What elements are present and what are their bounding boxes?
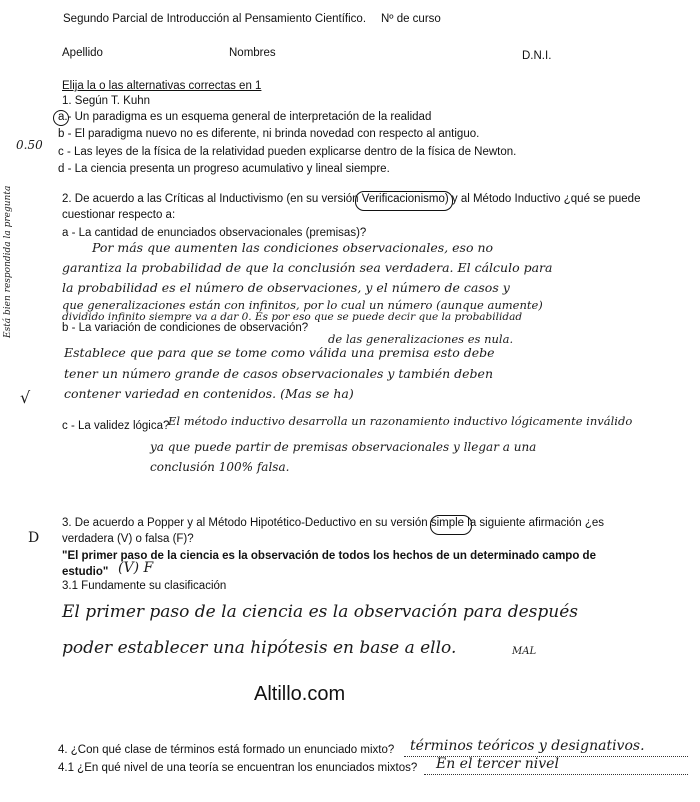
q2-a-answer-line: la probabilidad es el número de observaciones, y el número de casos y <box>62 280 510 295</box>
q3-sub-question: 3.1 Fundamente su clasificación <box>62 580 227 592</box>
q2-prompt-line2: cuestionar respecto a: <box>62 209 176 221</box>
q4-prompt: 4. ¿Con qué clase de términos está formado un enunciado mixto? <box>58 744 395 756</box>
q1-option-a: a.- Un paradigma es un esquema general de interpretación de la realidad <box>58 111 432 123</box>
q3-statement-line1: "El primer paso de la ciencia es la observación de todos los hechos de un determinado campo de <box>62 550 596 562</box>
q4-1-prompt: 4.1 ¿En qué nivel de una teoría se encuentran los enunciados mixtos? <box>58 762 418 774</box>
q1-option-d: d - La ciencia presenta un progreso acumulativo y lineal siempre. <box>58 163 390 175</box>
q4-1-answer: En el tercer nivel <box>436 756 559 772</box>
q3-answer-line: poder establecer una hipótesis en base a ello. <box>62 638 457 658</box>
watermark: Altillo.com <box>254 683 346 705</box>
q3-statement-line2: estudio" <box>62 566 109 578</box>
q3-margin-mark: D <box>28 530 40 546</box>
q3-choice: (V) F <box>118 560 154 576</box>
q2-c-answer-line: El método inductivo desarrolla un razonamiento inductivo lógicamente inválido <box>168 414 633 428</box>
exam-title: Segundo Parcial de Introducción al Pensamiento Científico. <box>63 13 367 25</box>
q2-c-answer-line: conclusión 100% falsa. <box>150 460 290 474</box>
q2-b-answer-line: tener un número grande de casos observacionales y también deben <box>64 366 493 381</box>
q2-a-answer-line: de las generalizaciones es nula. <box>328 332 514 346</box>
q2-a-label: a - La cantidad de enunciados observacionales (premisas)? <box>62 227 367 239</box>
q1-option-b: b - El paradigma nuevo no es diferente, ni brinda novedad con respecto al antiguo. <box>58 128 480 140</box>
simple-circle <box>430 515 472 535</box>
course-number-label: Nº de curso <box>381 13 441 25</box>
q2-a-answer-line: Por más que aumenten las condiciones observacionales, eso no <box>92 240 494 255</box>
q2-margin-comment: Está bien respondida la pregunta <box>3 185 13 338</box>
q2-a-answer-line: que generalizaciones están con infinitos, por lo cual un número (aunque aumente) <box>62 298 543 312</box>
q2-b-answer-line: contener variedad en contenidos. (Mas se ha) <box>64 386 354 401</box>
names-label: Nombres <box>229 47 276 59</box>
q3-grade-mark: MAL <box>512 646 537 657</box>
q3-prompt-line2: verdadera (V) o falsa (F)? <box>62 533 194 545</box>
q2-c-label: c - La validez lógica? <box>62 420 170 432</box>
q1-option-c: c - Las leyes de la física de la relatividad pueden explicarse dentro de la física de Newton. <box>58 146 517 158</box>
surname-label: Apellido <box>62 47 103 59</box>
q2-prompt-line1: 2. De acuerdo a las Críticas al Inductivismo (en su versión Verificacionismo) y al Método Inductivo ¿qué se puede <box>62 193 641 205</box>
q4-1-answer-line <box>424 774 688 775</box>
dni-label: D.N.I. <box>522 50 552 62</box>
q2-a-answer-line: garantiza la probabilidad de que la conclusión sea verdadera. El cálculo para <box>62 260 553 275</box>
q3-prompt-line1: 3. De acuerdo a Popper y al Método Hipotético-Deductivo en su versión simple la siguiente afirmación ¿es <box>62 517 605 529</box>
q2-check-mark: √ <box>20 388 31 407</box>
q1-title: 1. Según T. Kuhn <box>62 95 151 107</box>
q2-b-answer-line: Establece que para que se tome como válida una premisa esto debe <box>64 345 495 360</box>
q1-instruction: Elija la o las alternativas correctas en 1 <box>62 80 262 92</box>
verificacionismo-circle <box>355 191 453 211</box>
q2-a-answer-line: dividido infinito siempre va a dar 0. Es por eso que se puede decir que la probabilidad <box>62 311 523 323</box>
q3-answer-line: El primer paso de la ciencia es la observación para después <box>62 602 579 622</box>
q4-answer: términos teóricos y designativos. <box>410 738 645 754</box>
q1-grade-note: 0.50 <box>16 138 43 152</box>
q2-c-answer-line: ya que puede partir de premisas observacionales y llegar a una <box>150 440 537 454</box>
q2-b-label: b - La variación de condiciones de observación? <box>62 322 309 334</box>
